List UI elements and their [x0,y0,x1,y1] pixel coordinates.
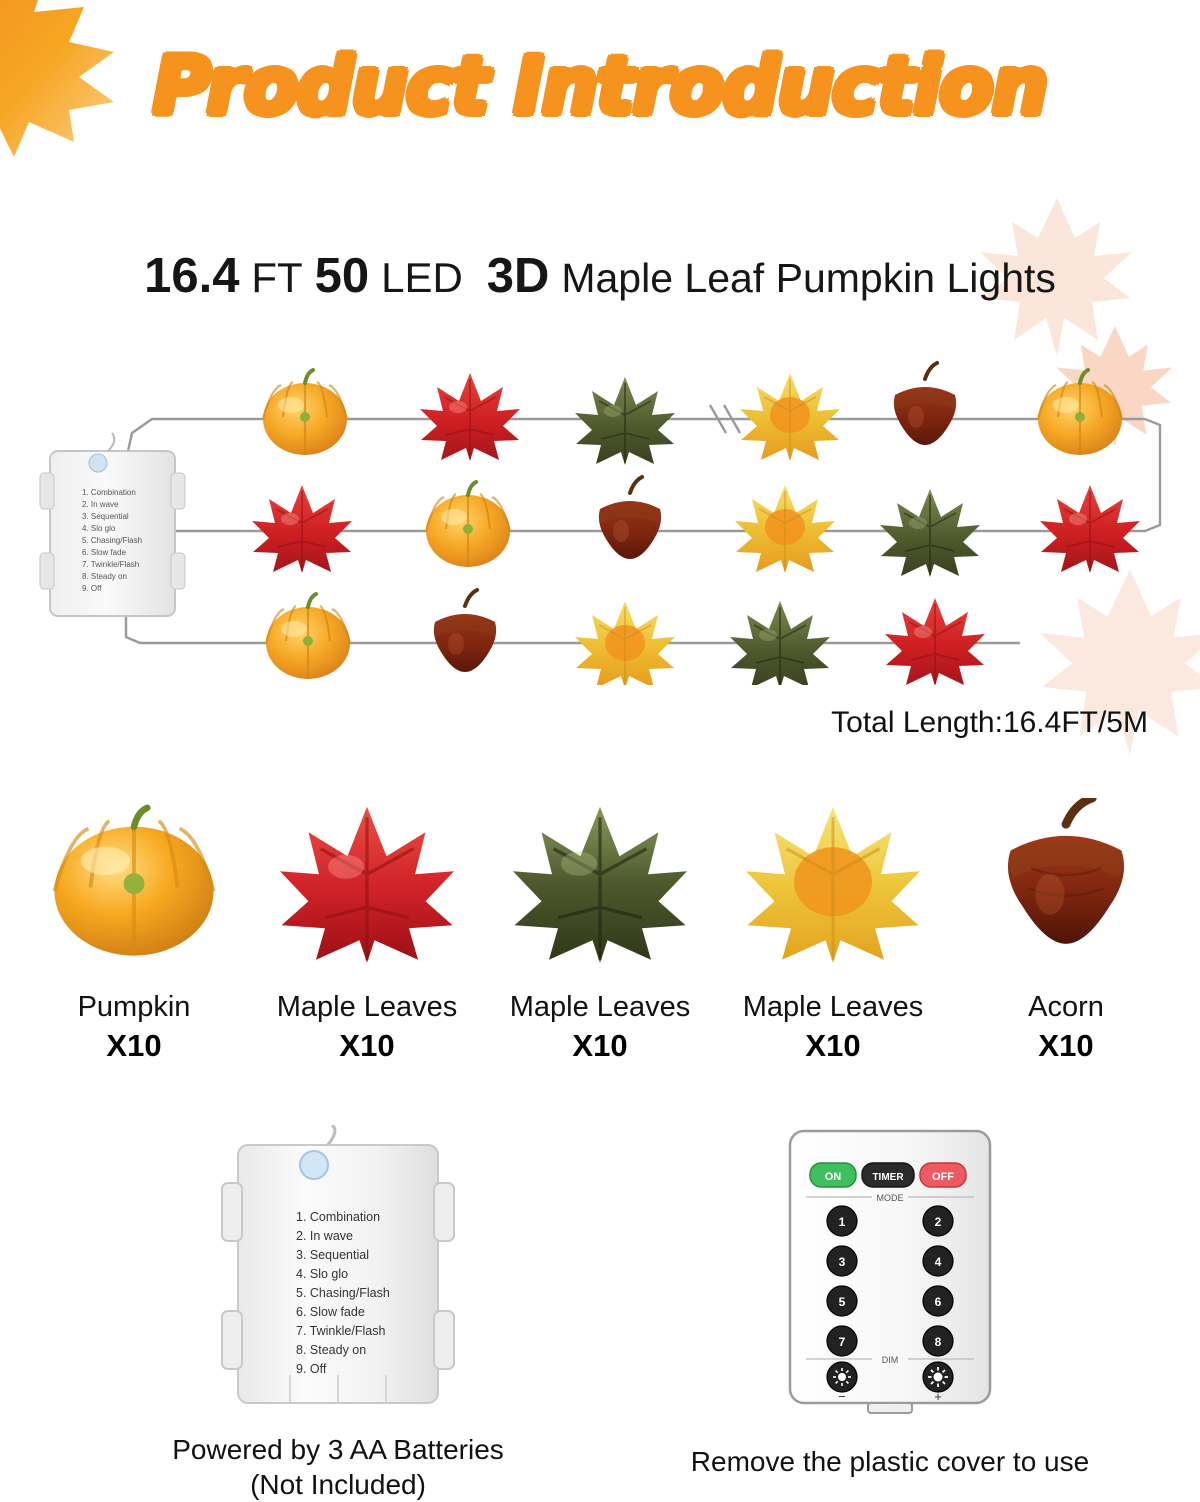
part-name: Pumpkin [77,991,191,1023]
maple-leaf-green-icon [500,795,700,975]
page-title-text: Product Introduction [153,42,1047,132]
svg-text:−: − [838,1389,846,1404]
pumpkin-icon [1038,370,1122,455]
svg-text:3: 3 [838,1255,846,1269]
pumpkin-icon [426,482,510,567]
maple-leaf-red-icon [420,373,520,461]
svg-text:7. Twinkle/Flash: 7. Twinkle/Flash [296,1324,386,1338]
svg-text:9. Off: 9. Off [296,1362,327,1376]
remote-control-icon [780,1125,1000,1415]
acorn-icon [894,363,956,445]
headline-count: 50 [314,249,370,303]
part-acorn [966,795,1166,1064]
maple-leaf-green-icon [575,377,675,465]
part-maple-yellow [733,795,933,1064]
svg-text:6. Slow fade: 6. Slow fade [82,548,127,557]
part-qty: X10 [339,1028,395,1063]
svg-text:+: + [934,1389,942,1404]
pumpkin-icon [263,370,347,455]
headline-product: Maple Leaf Pumpkin Lights [561,255,1056,301]
svg-text:6. Slow fade: 6. Slow fade [296,1305,365,1319]
svg-text:3. Sequential: 3. Sequential [82,512,129,521]
string-light-diagram [20,355,1180,685]
bottom-section [0,1125,1200,1500]
pumpkin-icon [34,795,234,975]
headline-led: LED [381,254,463,301]
svg-text:8: 8 [934,1335,942,1349]
svg-text:MODE: MODE [876,1193,904,1203]
maple-leaf-red-icon [252,485,352,573]
svg-text:OFF: OFF [932,1171,954,1183]
part-qty: X10 [805,1028,861,1063]
battery-box-inline [40,433,185,616]
svg-text:7: 7 [838,1335,846,1349]
battery-box-block [98,1125,578,1502]
svg-text:8. Steady on: 8. Steady on [82,572,127,581]
battery-caption [98,1432,578,1502]
product-headline [0,248,1200,304]
svg-text:ON: ON [824,1171,842,1183]
svg-text:DIM: DIM [881,1355,899,1365]
svg-text:2: 2 [934,1215,942,1229]
part-name: Acorn [1028,991,1104,1023]
total-length-label: Total Length:16.4FT/5M [831,706,1148,739]
svg-text:9. Off: 9. Off [82,584,102,593]
svg-text:1: 1 [838,1215,846,1229]
maple-leaf-yellow-icon [575,601,675,685]
part-pumpkin [34,795,234,1064]
battery-caption-line1: Powered by 3 AA Batteries [172,1434,504,1465]
parts-list [0,795,1200,1064]
svg-text:2. In wave: 2. In wave [82,500,119,509]
acorn-icon [434,590,496,672]
svg-text:8. Steady on: 8. Steady on [296,1343,367,1357]
part-qty: X10 [1038,1028,1094,1063]
maple-leaf-green-icon [730,601,830,685]
svg-text:4. Slo glo: 4. Slo glo [82,524,116,533]
maple-leaf-yellow-icon [733,795,933,975]
headline-unit: FT [251,254,303,301]
svg-text:5. Chasing/Flash: 5. Chasing/Flash [82,536,143,545]
svg-text:4: 4 [934,1255,942,1269]
svg-text:1. Combination: 1. Combination [82,488,136,497]
svg-text:5. Chasing/Flash: 5. Chasing/Flash [296,1286,390,1300]
maple-leaf-red-icon [267,795,467,975]
part-qty: X10 [106,1028,162,1063]
svg-text:7. Twinkle/Flash: 7. Twinkle/Flash [82,560,140,569]
svg-text:5: 5 [838,1295,846,1309]
battery-box-icon [208,1125,468,1415]
maple-leaf-green-icon [880,489,980,577]
maple-leaf-red-icon [885,598,985,685]
svg-text:3. Sequential: 3. Sequential [296,1248,369,1262]
battery-caption-line2: (Not Included) [250,1469,426,1500]
pumpkin-icon [266,594,350,679]
remote-caption: Remove the plastic cover to use [690,1446,1090,1477]
acorn-icon [599,477,661,559]
maple-leaf-yellow-icon [735,485,835,573]
part-maple-red [267,795,467,1064]
part-maple-green [500,795,700,1064]
remote-block [630,1125,1150,1479]
svg-text:1. Combination: 1. Combination [296,1210,381,1224]
maple-leaf-red-icon [1040,485,1140,573]
part-qty: X10 [572,1028,628,1063]
page-title [0,42,1200,132]
svg-text:TIMER: TIMER [872,1172,904,1183]
headline-length: 16.4 [144,249,240,303]
svg-text:6: 6 [934,1295,942,1309]
svg-text:2. In wave: 2. In wave [296,1229,353,1243]
maple-leaf-yellow-icon [740,373,840,461]
part-name: Maple Leaves [509,991,691,1023]
acorn-icon [966,795,1166,975]
part-name: Maple Leaves [742,991,924,1023]
svg-text:4. Slo glo: 4. Slo glo [296,1267,349,1281]
part-name: Maple Leaves [276,991,458,1023]
headline-3d: 3D [486,249,550,303]
